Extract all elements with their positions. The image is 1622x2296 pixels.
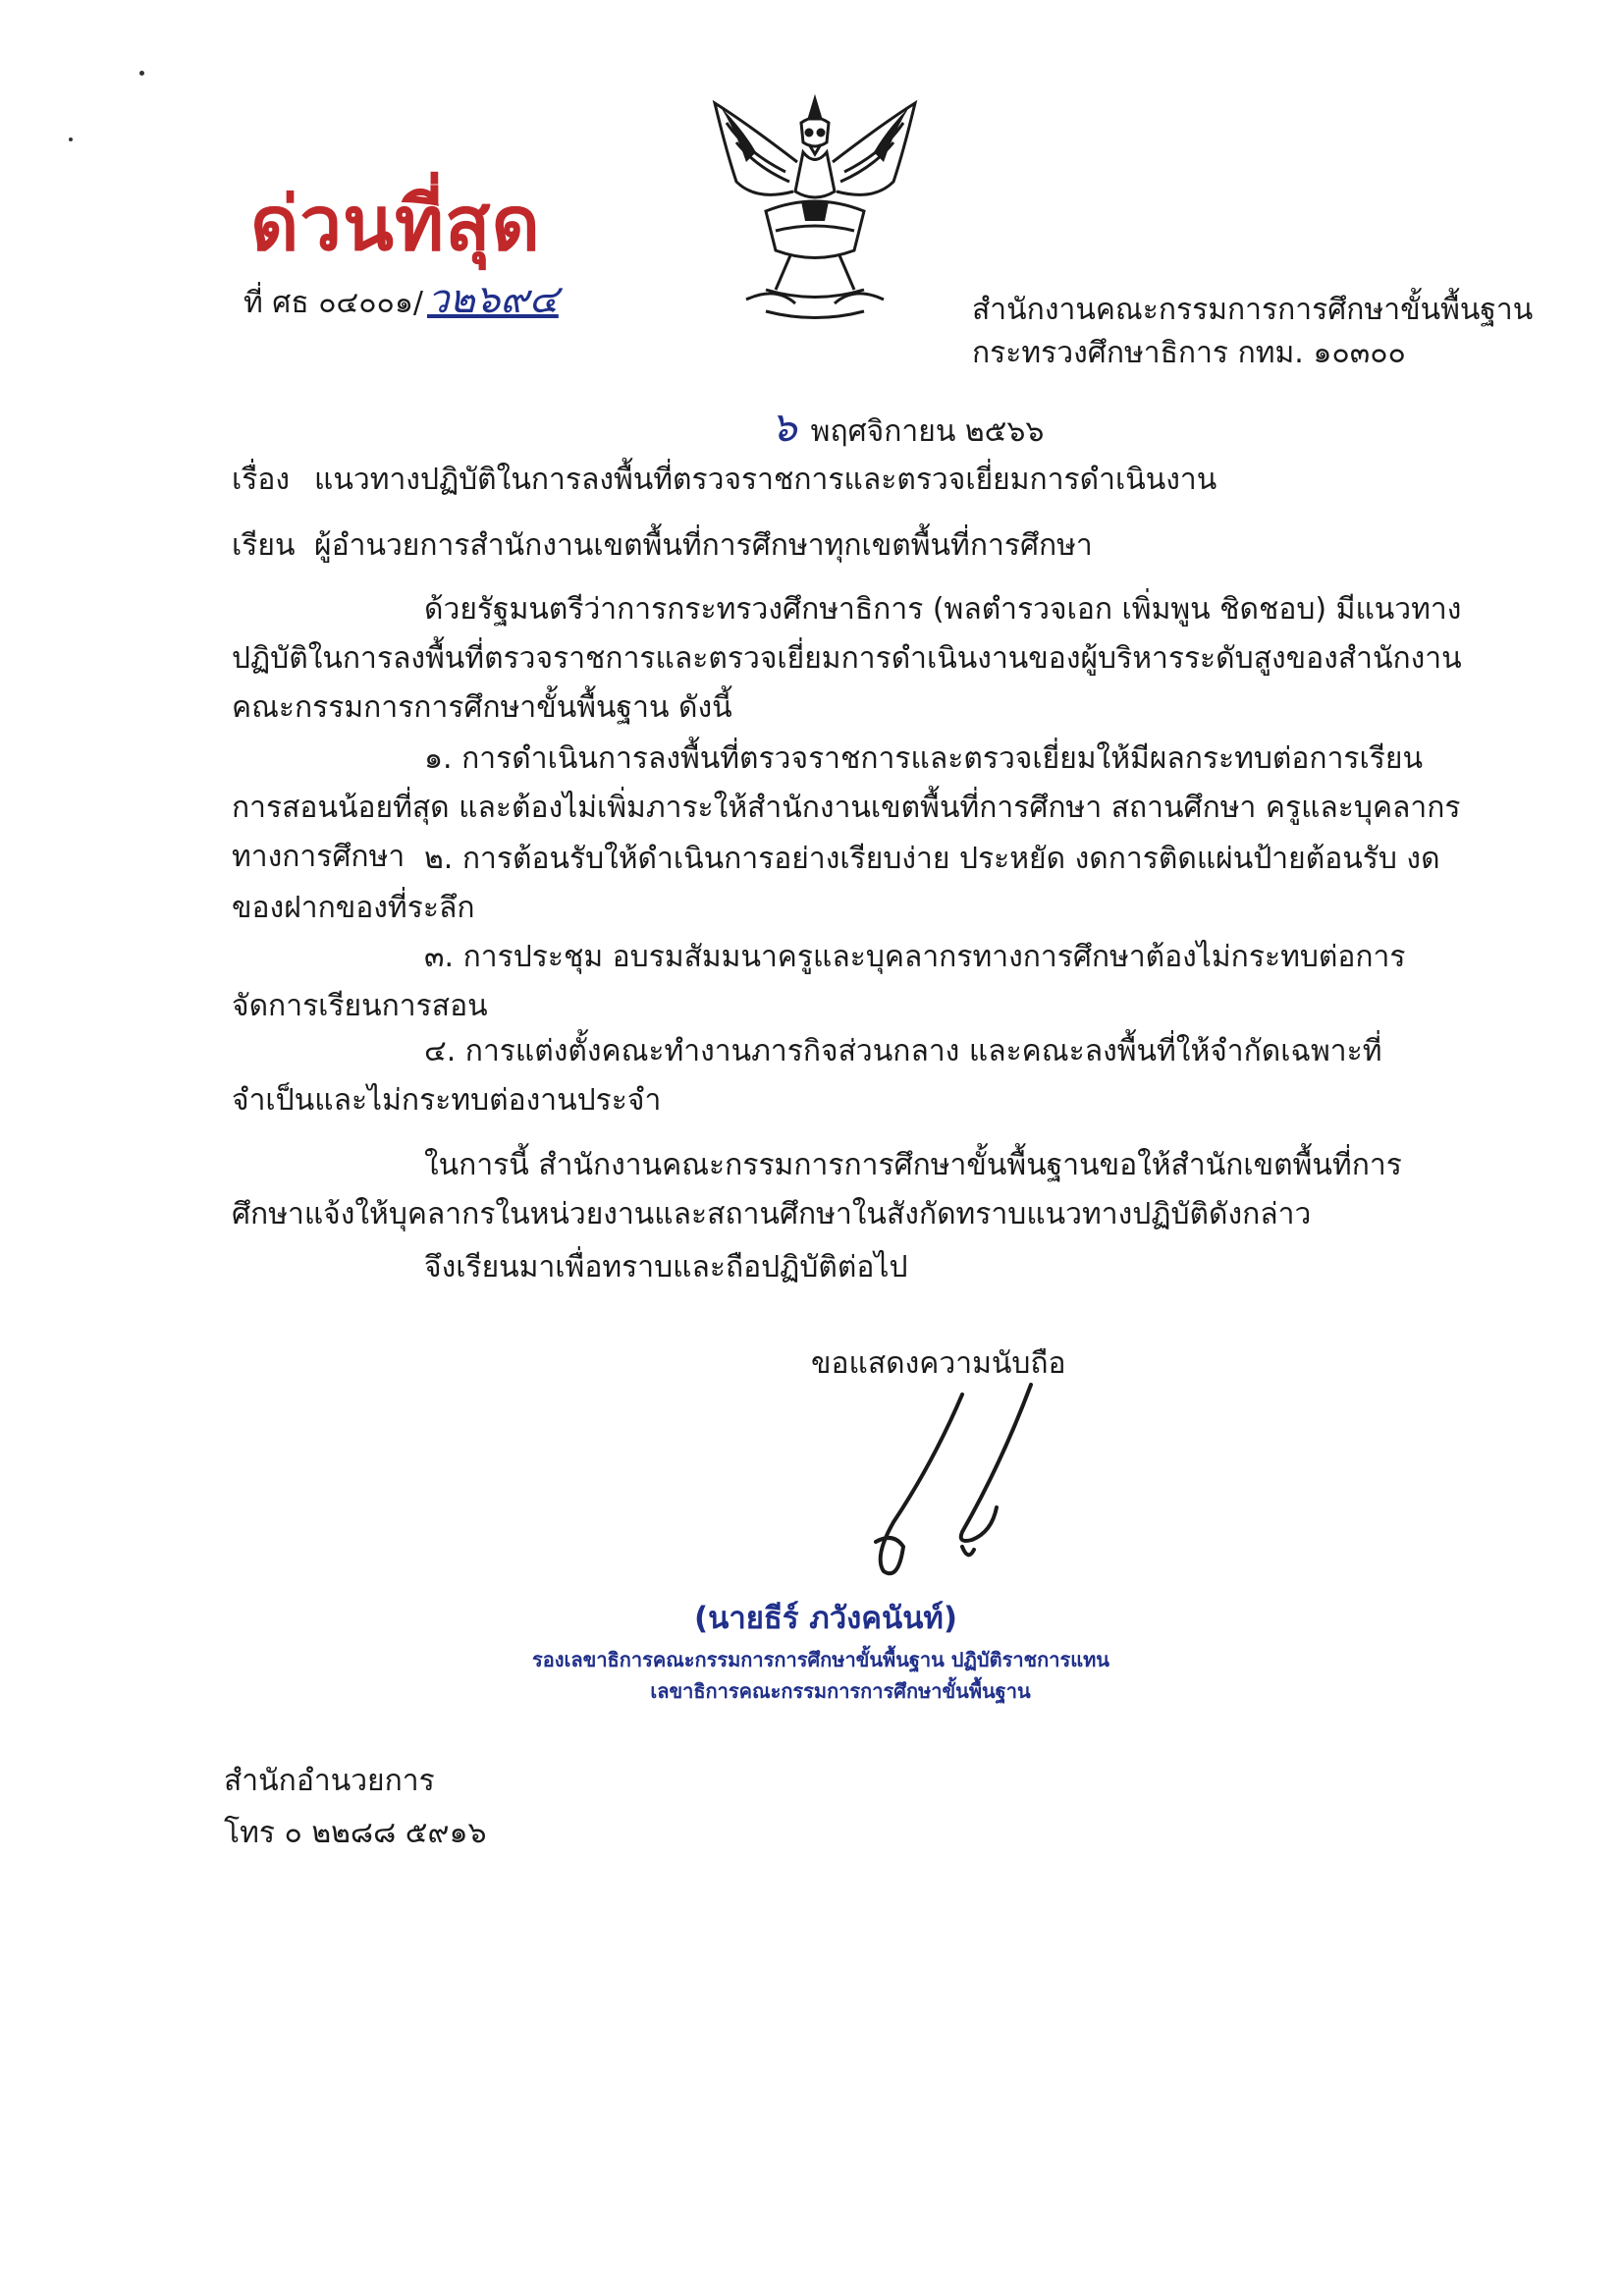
item-4-paragraph: ๔. การแต่งตั้งคณะทำงานภารกิจส่วนกลาง และคณะลงพื้นที่ให้จำกัดเฉพาะที่จำเป็นและไม่กระทบต่องานประจำ xyxy=(232,1034,1382,1118)
subject-text: แนวทางปฏิบัติในการลงพื้นที่ตรวจราชการและตรวจเยี่ยมการดำเนินงาน xyxy=(314,463,1217,497)
contact-phone: โทร ๐ ๒๒๘๘ ๕๙๑๖ xyxy=(224,1816,487,1850)
date-month-year: พฤศจิกายน ๒๕๖๖ xyxy=(810,414,1045,449)
org-name: สำนักงานคณะกรรมการการศึกษาขั้นพื้นฐาน xyxy=(972,293,1534,327)
org-address: กระทรวงศึกษาธิการ กทม. ๑๐๓๐๐ xyxy=(972,336,1406,370)
issuing-office: สำนักอำนวยการ xyxy=(224,1764,435,1798)
signer-position-line1: รองเลขาธิการคณะกรรมการการศึกษาขั้นพื้นฐาน ปฏิบัติราชการแทน xyxy=(532,1648,1109,1671)
signer-name: (นายธีร์ ภวังคนันท์) xyxy=(694,1601,957,1636)
item-3-paragraph: ๓. การประชุม อบรมสัมมนาครูและบุคลากรทางการศึกษาต้องไม่กระทบต่อการจัดการเรียนการสอน xyxy=(232,940,1406,1023)
item-2-paragraph: ๒. การต้อนรับให้ดำเนินการอย่างเรียบง่าย ประหยัด งดการติดแผ่นป้ายต้อนรับ งดของฝากของที่ระลึก xyxy=(232,842,1440,925)
closing-salutation: ขอแสดงความนับถือ xyxy=(811,1346,1066,1381)
handwritten-signature xyxy=(825,1375,1080,1611)
garuda-emblem xyxy=(707,93,923,324)
signer-position-line2: เลขาธิการคณะกรรมการการศึกษาขั้นพื้นฐาน xyxy=(650,1679,1031,1703)
intro-paragraph: ด้วยรัฐมนตรีว่าการกระทรวงศึกษาธิการ (พลตำรวจเอก เพิ่มพูน ชิดชอบ) มีแนวทางปฏิบัติในการลงพื้นที่ตรวจราชการและตรวจเยี่ยมการดำเนินงานของผู้บริหารระดับสูงของสำนักงานคณะกรรมการการศึกษาขั้นพื้นฐาน ดังนี้ xyxy=(232,592,1462,725)
date-day-handwritten: ๖ xyxy=(771,403,797,451)
recipient-line xyxy=(232,522,1093,569)
document-number-handwritten: ว๒๖๙๔ xyxy=(427,277,559,322)
subject-label: เรื่อง xyxy=(232,463,291,497)
subject-line xyxy=(232,457,1216,503)
conclusion-paragraph: จึงเรียนมาเพื่อทราบและถือปฏิบัติต่อไป xyxy=(424,1250,908,1285)
scan-speck xyxy=(69,137,73,141)
document-number-prefix: ที่ ศธ ๐๔๐๐๑/ xyxy=(243,286,423,320)
recipient-text: ผู้อำนวยการสำนักงานเขตพื้นที่การศึกษาทุกเขตพื้นที่การศึกษา xyxy=(314,528,1093,563)
recipient-label: เรียน xyxy=(232,528,296,563)
urgency-stamp: ด่วนที่สุด xyxy=(250,180,541,267)
scan-speck xyxy=(139,71,144,76)
item-1-paragraph: ๑. การดำเนินการลงพื้นที่ตรวจราชการและตรวจเยี่ยมให้มีผลกระทบต่อการเรียนการสอนน้อยที่สุด และต้องไม่เพิ่มภาระให้สำนักงานเขตพื้นที่การศึกษา สถานศึกษา ครูและบุคลากรทางการศึกษา xyxy=(232,741,1461,874)
request-paragraph: ในการนี้ สำนักงานคณะกรรมการการศึกษาขั้นพื้นฐานขอให้สำนักเขตพื้นที่การศึกษาแจ้งให้บุคลากรในหน่วยงานและสถานศึกษาในสังกัดทราบแนวทางปฏิบัติดังกล่าว xyxy=(232,1148,1402,1231)
document-date xyxy=(771,395,1044,460)
document-number xyxy=(243,267,559,330)
